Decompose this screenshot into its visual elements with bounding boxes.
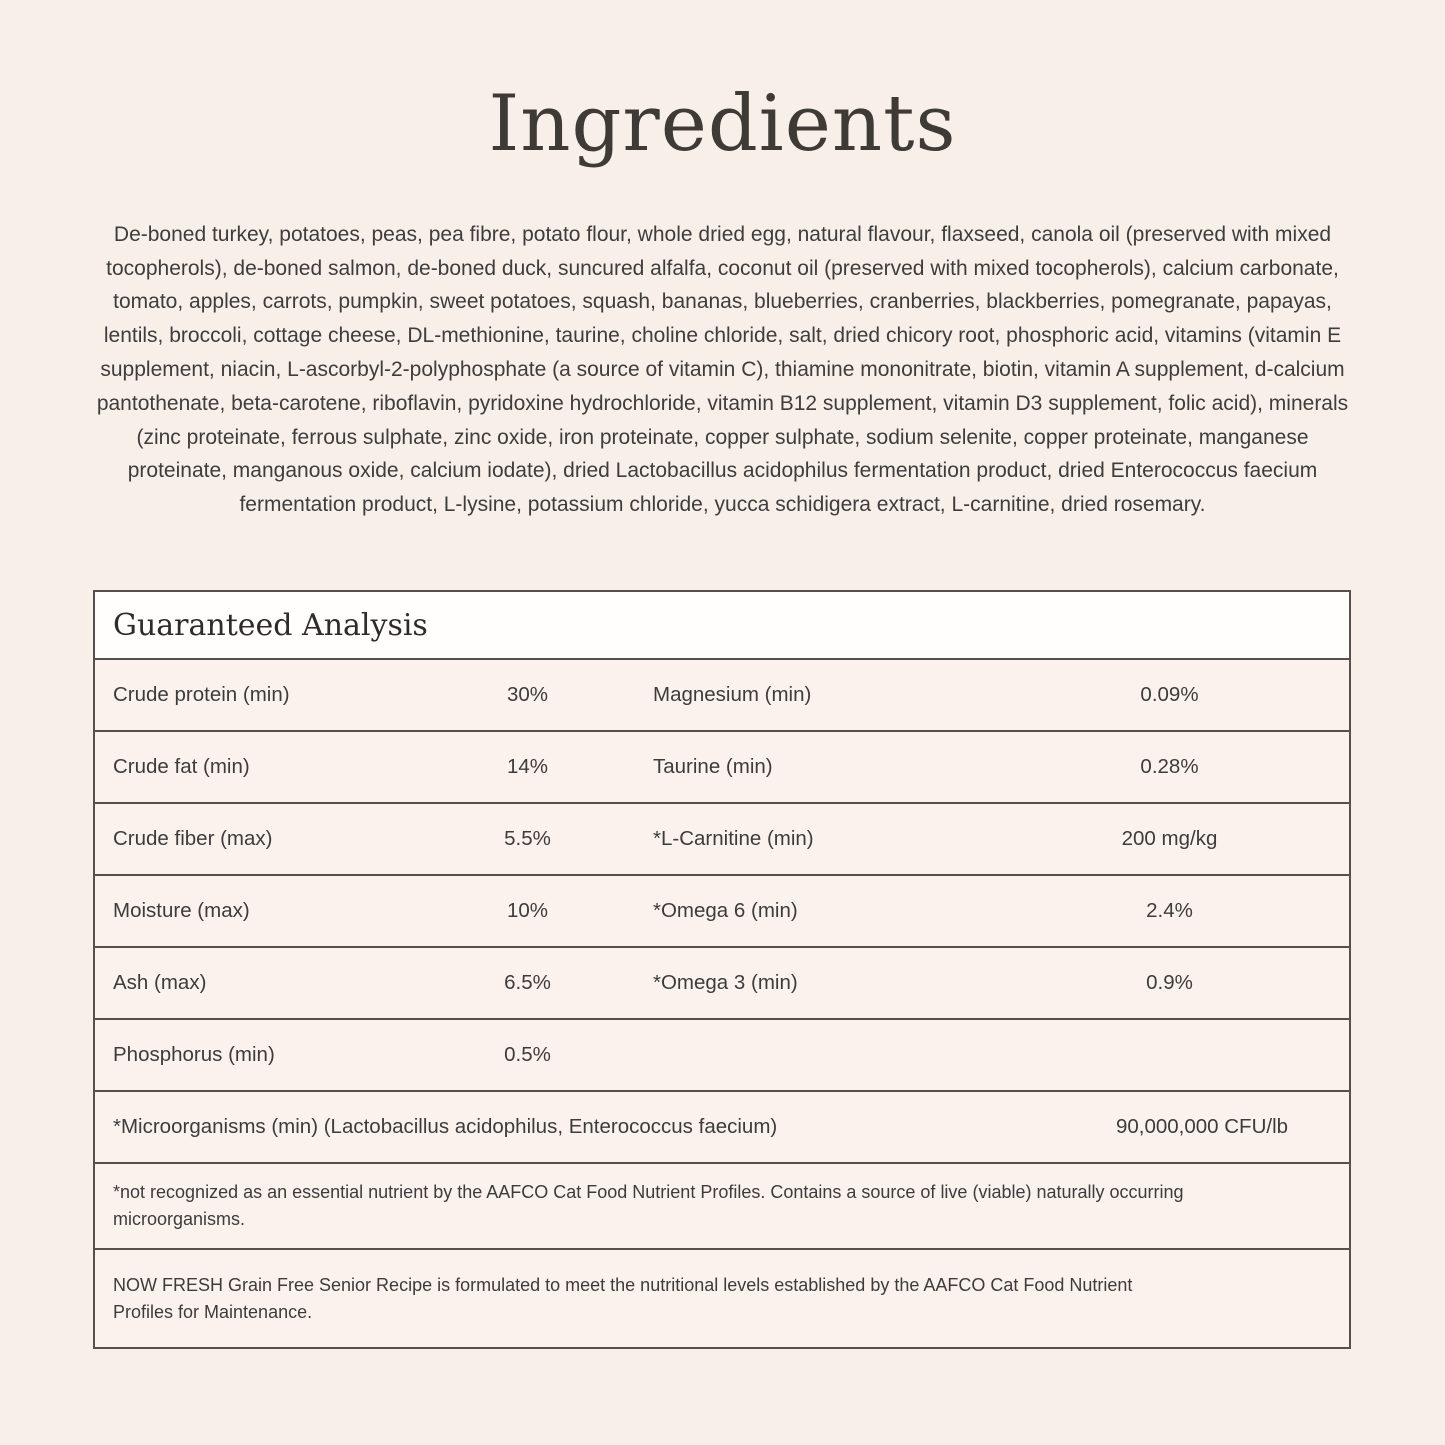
table-row-crude-fiber (95, 804, 1349, 876)
table-title: Guaranteed Analysis (95, 592, 1349, 660)
footnote-formulation-statement (95, 1250, 1349, 1347)
table-row-moisture (95, 876, 1349, 948)
nutrient-label: Crude protein (min) (113, 683, 290, 706)
table-row-phosphorus (95, 1020, 1349, 1092)
page-title: Ingredients (488, 79, 957, 169)
nutrient-label: Phosphorus (min) (113, 1043, 275, 1066)
nutrient-label: *Microorganisms (min) (Lactobacillus acidophilus, Enterococcus faecium) (113, 1115, 778, 1138)
footnote-text: NOW FRESH Grain Free Senior Recipe is formulated to meet the nutritional levels established by the AAFCO Cat Food Nutrient Profiles for Maintenance. (113, 1274, 1133, 1322)
table-row-crude-protein (95, 660, 1349, 732)
nutrient-value: 14% (506, 755, 549, 778)
nutrient-value: 6.5% (504, 971, 551, 994)
nutrient-value: 10% (506, 899, 549, 922)
nutrient-label: Magnesium (min) (653, 683, 812, 706)
nutrient-label: Taurine (min) (653, 755, 773, 778)
table-row-crude-fat (95, 732, 1349, 804)
nutrient-value: 90,000,000 CFU/lb (1115, 1115, 1289, 1138)
nutrient-value: 0.28% (1140, 755, 1199, 778)
nutrient-label: Crude fiber (max) (113, 827, 273, 850)
nutrient-label: Moisture (max) (113, 899, 250, 922)
nutrient-value: 2.4% (1146, 899, 1193, 922)
guaranteed-analysis-table (93, 590, 1351, 1349)
nutrient-value: 200 mg/kg (1121, 827, 1218, 850)
nutrient-value: 0.5% (504, 1043, 551, 1066)
nutrient-label: *L-Carnitine (min) (653, 827, 814, 850)
table-row-microorganisms (95, 1092, 1349, 1164)
nutrient-label: *Omega 3 (min) (653, 971, 798, 994)
nutrient-value: 0.9% (1146, 971, 1193, 994)
footnote-aafco-disclaimer (95, 1164, 1349, 1250)
nutrient-value: 30% (506, 683, 549, 706)
nutrient-label: Ash (max) (113, 971, 207, 994)
nutrient-label: Crude fat (min) (113, 755, 250, 778)
nutrient-value: 5.5% (504, 827, 551, 850)
footnote-text: *not recognized as an essential nutrient by the AAFCO Cat Food Nutrient Profiles. Contains a source of live (viable) naturally occurring microorganisms. (113, 1182, 1184, 1229)
nutrient-value: 0.09% (1140, 683, 1199, 706)
table-row-ash (95, 948, 1349, 1020)
nutrient-label: *Omega 6 (min) (653, 899, 798, 922)
ingredients-paragraph: De-boned turkey, potatoes, peas, pea fibre, potato flour, whole dried egg, natural flavour, flaxseed, canola oil (preserved with mixed tocopherols), de-boned salmon, de-boned duck, suncured alfalfa, coconut oil (preserved with mixed tocopherols), calcium carbonate, tomato, apples, carrots, pumpkin, sweet potatoes, squash, bananas, blueberries, cranberries, blackberries, pomegranate, papayas, lentils, broccoli, cottage cheese, DL-methionine, taurine, choline chloride, salt, dried chicory root, phosphoric acid, vitamins (vitamin E supplement, niacin, L-ascorbyl-2-polyphosphate (a source of vitamin C), thiamine mononitrate, biotin, vitamin A supplement, d-calcium pantothenate, beta-carotene, riboflavin, pyridoxine hydrochloride, vitamin B12 supplement, vitamin D3 supplement, folic acid), minerals (zinc proteinate, ferrous sulphate, zinc oxide, iron proteinate, copper sulphate, sodium selenite, copper proteinate, manganese proteinate, manganous oxide, calcium iodate), dried Lactobacillus acidophilus fermentation product, dried Enterococcus faecium fermentation product, L-lysine, potassium chloride, yucca schidigera extract, L-carnitine, dried rosemary. (96, 222, 1349, 517)
